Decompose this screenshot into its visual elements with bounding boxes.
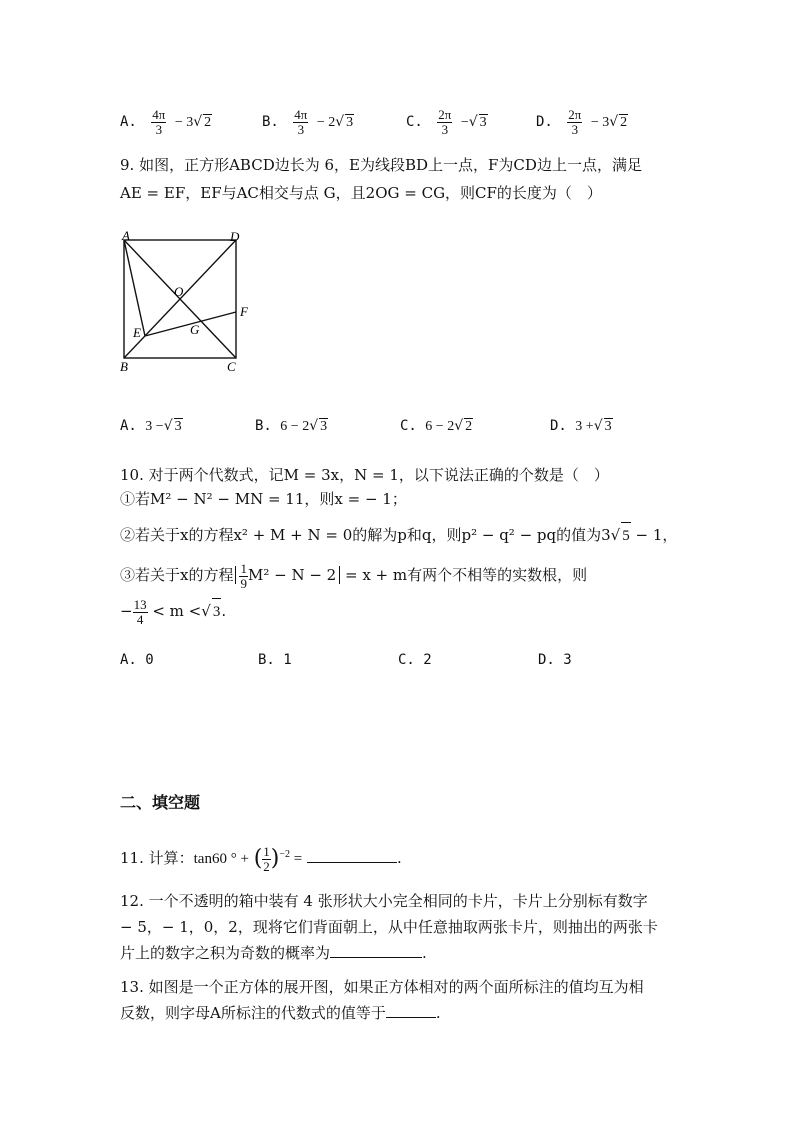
label-g: G xyxy=(190,322,200,337)
q10-option-d: D. 3 xyxy=(538,652,572,668)
q12-line1: 12. 一个不透明的箱中装有 4 张形状大小完全相同的卡片，卡片上分别标有数字 xyxy=(120,892,648,910)
label-b: B xyxy=(120,359,128,374)
segment-ae xyxy=(124,240,145,336)
q13-line1: 13. 如图是一个正方体的展开图，如果正方体相对的两个面所标注的值均互为相 xyxy=(120,978,644,996)
q13-line2: 反数，则字母A所标注的代数式的值等于 . xyxy=(120,1004,441,1022)
q8-option-c: C. $\frac{2\pi}{3}$ −√ 3 xyxy=(406,107,487,137)
q8-option-a: A. $\frac{4\pi}{3}$ − 3√ 2 xyxy=(120,107,212,137)
q12-line3: 片上的数字之积为奇数的概率为 . xyxy=(120,944,427,962)
q10-statement-3: ③若关于x的方程 $\frac{1}{9}$ M² − N − 2 = x + m有两个不相等的实数根，则 xyxy=(120,561,588,591)
q12-line2: − 5，− 1，0，2，现将它们背面朝上，从中任意抽取两张卡片，则抽出的两张卡 xyxy=(120,918,658,936)
label-d: D xyxy=(230,229,240,244)
q9-option-b: B. 6 − 2√ 3 xyxy=(255,418,328,434)
q9-option-d: D. 3 +√ 3 xyxy=(550,418,612,434)
q9-option-a: A. 3 −√ 3 xyxy=(120,418,182,434)
label-f: F xyxy=(240,304,248,319)
label-e: E xyxy=(133,325,141,340)
square-figure xyxy=(110,228,260,378)
q10-option-a: A. 0 xyxy=(120,652,154,668)
q10-line1: 10. 对于两个代数式，记M = 3x，N = 1，以下说法正确的个数是（ ） xyxy=(120,466,609,484)
section-title: 二、填空题 xyxy=(120,793,201,812)
answer-blank-11[interactable] xyxy=(307,848,397,863)
q10-statement-3-range: − $\frac{13}{4}$ < m <√ 3. xyxy=(120,597,227,627)
q9-option-c: C. 6 − 2√ 2 xyxy=(400,418,473,434)
q11: 11. 计算：tan60 ° + ( $\frac{1}{2}$ )$^{-2}$ = . xyxy=(120,843,402,874)
q10-statement-2: ②若关于x的方程x² + M + N = 0的解为p和q，则p² − q² − pq的值为3√ 5 − 1， xyxy=(120,522,677,549)
label-a: A xyxy=(122,228,130,243)
q10-option-b: B. 1 xyxy=(258,652,292,668)
label-o: O xyxy=(174,284,184,299)
label-c: C xyxy=(227,359,236,374)
q8-option-b: B. $\frac{4\pi}{3}$ − 2√ 3 xyxy=(262,107,354,137)
q9-line2: AE = EF，EF与AC相交与点 G，且2OG = CG，则CF的长度为（ ） xyxy=(120,184,602,202)
answer-blank-13[interactable] xyxy=(386,1003,436,1018)
q9-line1: 9. 如图，正方形ABCD边长为 6，E为线段BD上一点，F为CD边上一点，满足 xyxy=(120,156,642,174)
q10-statement-1: ①若M² − N² − MN = 11，则x = − 1； xyxy=(120,490,407,508)
q8-option-d: D. $\frac{2\pi}{3}$ − 3√ 2 xyxy=(536,107,628,137)
answer-blank-12[interactable] xyxy=(330,943,422,958)
q10-option-c: C. 2 xyxy=(398,652,432,668)
